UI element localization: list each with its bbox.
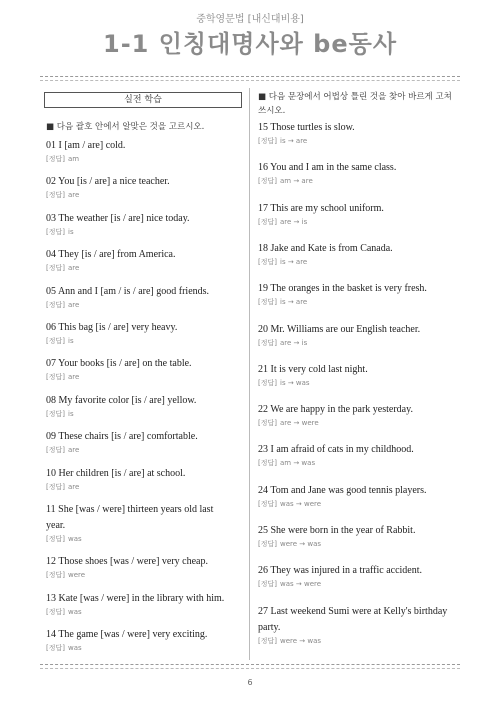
answer-line — [258, 459, 315, 468]
answer-value: am — [68, 155, 80, 163]
answer-line — [46, 373, 79, 382]
answer-line — [258, 177, 313, 186]
answer-tag: [정답] — [46, 409, 65, 418]
answer-value: is → was — [280, 378, 310, 387]
question-text: 06 This bag [is / are] very heavy. — [46, 322, 178, 333]
right-instruction-line1: ■ 다음 문장에서 어법상 틀린 것을 찾아 바르게 고쳐 — [258, 92, 452, 102]
question-text: 24 Tom and Jane was good tennis players. — [258, 484, 427, 496]
question-text: 19 The oranges in the basket is very fresh. — [258, 283, 427, 295]
answer-tag: [정답] — [258, 338, 277, 347]
question-text: 01 I [am / are] cold. — [46, 140, 126, 151]
answer-line — [258, 137, 307, 146]
answer-line — [258, 298, 307, 307]
question-text: 08 My favorite color [is / are] yellow. — [46, 394, 197, 406]
answer-tag: [정답] — [46, 535, 65, 543]
question-text-continued: party. — [258, 621, 281, 633]
question-text-continued: year. — [46, 520, 66, 531]
answer-tag: [정답] — [46, 482, 65, 491]
bottom-divider-inner — [40, 668, 460, 669]
answer-line — [46, 155, 79, 164]
section-title-box: 실전 학습 — [44, 92, 242, 108]
answer-value: are — [68, 482, 80, 491]
answer-tag: [정답] — [258, 378, 277, 387]
answer-value: are — [68, 373, 80, 382]
answer-value: was — [68, 607, 82, 616]
answer-value: is — [68, 409, 74, 418]
answer-value: are — [68, 300, 80, 309]
question-text: 25 She were born in the year of Rabbit. — [258, 525, 416, 536]
answer-tag: [정답] — [258, 419, 277, 428]
question-text: 20 Mr. Williams are our English teacher. — [258, 323, 421, 335]
answer-value: were → was — [280, 540, 322, 548]
question-text: 13 Kate [was / were] in the library with him. — [46, 592, 225, 604]
page-title: 1-1 인칭대명사와 be동사 — [103, 30, 397, 58]
question-text: 12 Those shoes [was / were] very cheap. — [46, 556, 208, 568]
question-text: 26 They was injured in a traffic accident. — [258, 565, 423, 577]
answer-value: are — [68, 191, 80, 200]
question-text: 14 The game [was / were] very exciting. — [46, 629, 208, 641]
answer-value: was → were — [280, 580, 322, 589]
answer-tag: [정답] — [258, 137, 277, 145]
answer-line — [46, 608, 82, 617]
answer-value: was — [68, 535, 82, 543]
answer-tag: [정답] — [46, 446, 65, 455]
question-text: 22 We are happy in the park yesterday. — [258, 404, 413, 416]
answer-line — [258, 500, 321, 509]
answer-line — [46, 535, 82, 544]
answer-value: were → was — [280, 636, 322, 645]
answer-value: is → are — [280, 137, 308, 145]
answer-tag: [정답] — [258, 177, 277, 186]
answer-value: is → are — [280, 257, 308, 266]
answer-value: is — [68, 227, 74, 236]
answer-value: are → is — [280, 217, 308, 226]
question-text: 11 She [was / were] thirteen years old last — [46, 504, 214, 515]
answer-tag: [정답] — [46, 644, 65, 653]
bottom-divider — [40, 664, 460, 665]
top-divider-inner — [40, 80, 460, 81]
answer-tag: [정답] — [46, 373, 65, 382]
answer-tag: [정답] — [46, 337, 65, 345]
answer-value: was → were — [280, 499, 322, 508]
answer-tag: [정답] — [258, 217, 277, 226]
answer-value: are → were — [280, 419, 319, 428]
question-text: 04 They [is / are] from America. — [46, 249, 176, 261]
question-text: 02 You [is / are] a nice teacher. — [46, 176, 170, 188]
question-text: 21 It is very cold last night. — [258, 363, 368, 375]
answer-tag: [정답] — [46, 191, 65, 200]
answer-tag: [정답] — [258, 459, 277, 468]
question-text: 07 Your books [is / are] on the table. — [46, 358, 192, 370]
answer-line — [46, 264, 79, 273]
answer-value: is — [68, 337, 74, 345]
answer-line — [258, 580, 321, 589]
question-text: 09 These chairs [is / are] comfortable. — [46, 431, 198, 443]
answer-value: were — [68, 571, 86, 580]
answer-line — [46, 571, 85, 580]
answer-tag: [정답] — [258, 298, 277, 307]
answer-line — [46, 301, 79, 310]
answer-line — [258, 540, 321, 549]
answer-line — [46, 644, 82, 653]
right-instruction-line2: 쓰시오. — [258, 106, 286, 116]
question-text: 03 The weather [is / are] nice today. — [46, 212, 190, 224]
answer-value: is → are — [280, 298, 308, 307]
question-text: 16 You and I am in the same class. — [258, 162, 397, 174]
answer-value: are — [68, 446, 80, 455]
left-instruction: ■ 다음 괄호 안에서 알맞은 것을 고르시오. — [46, 122, 205, 132]
answer-line — [258, 339, 307, 348]
answer-line — [46, 191, 79, 200]
answer-line — [46, 483, 79, 492]
page-number: 6 — [247, 678, 253, 687]
answer-line — [258, 218, 307, 227]
answer-tag: [정답] — [258, 636, 277, 645]
answer-line — [258, 258, 307, 267]
question-text: 27 Last weekend Sumi were at Kelly's birthday — [258, 605, 448, 617]
question-text: 15 Those turtles is slow. — [258, 122, 355, 133]
answer-line — [258, 637, 321, 646]
answer-line — [46, 337, 74, 346]
top-divider — [40, 76, 460, 77]
answer-tag: [정답] — [46, 300, 65, 309]
answer-value: am → are — [280, 177, 313, 186]
question-text: 10 Her children [is / are] at school. — [46, 467, 186, 479]
column-divider — [249, 88, 250, 660]
question-text: 05 Ann and I [am / is / are] good friends. — [46, 285, 210, 297]
answer-line — [258, 379, 310, 388]
answer-tag: [정답] — [258, 540, 277, 548]
question-text: 18 Jake and Kate is from Canada. — [258, 242, 393, 254]
answer-value: are — [68, 264, 80, 273]
answer-tag: [정답] — [46, 264, 65, 273]
answer-tag: [정답] — [258, 257, 277, 266]
header-subtitle: 중학영문법 [내신대비용] — [196, 14, 304, 25]
question-text: 23 I am afraid of cats in my childhood. — [258, 444, 414, 456]
answer-value: are → is — [280, 338, 308, 347]
answer-tag: [정답] — [46, 155, 65, 163]
answer-tag: [정답] — [46, 571, 65, 580]
answer-value: was — [68, 644, 82, 653]
answer-value: am → was — [280, 459, 316, 468]
answer-line — [258, 419, 319, 428]
answer-tag: [정답] — [258, 580, 277, 589]
answer-tag: [정답] — [46, 227, 65, 236]
answer-tag: [정답] — [46, 607, 65, 616]
answer-tag: [정답] — [258, 499, 277, 508]
answer-line — [46, 228, 74, 237]
answer-line — [46, 410, 74, 419]
answer-line — [46, 446, 79, 455]
question-text: 17 This are my school uniform. — [258, 202, 384, 214]
